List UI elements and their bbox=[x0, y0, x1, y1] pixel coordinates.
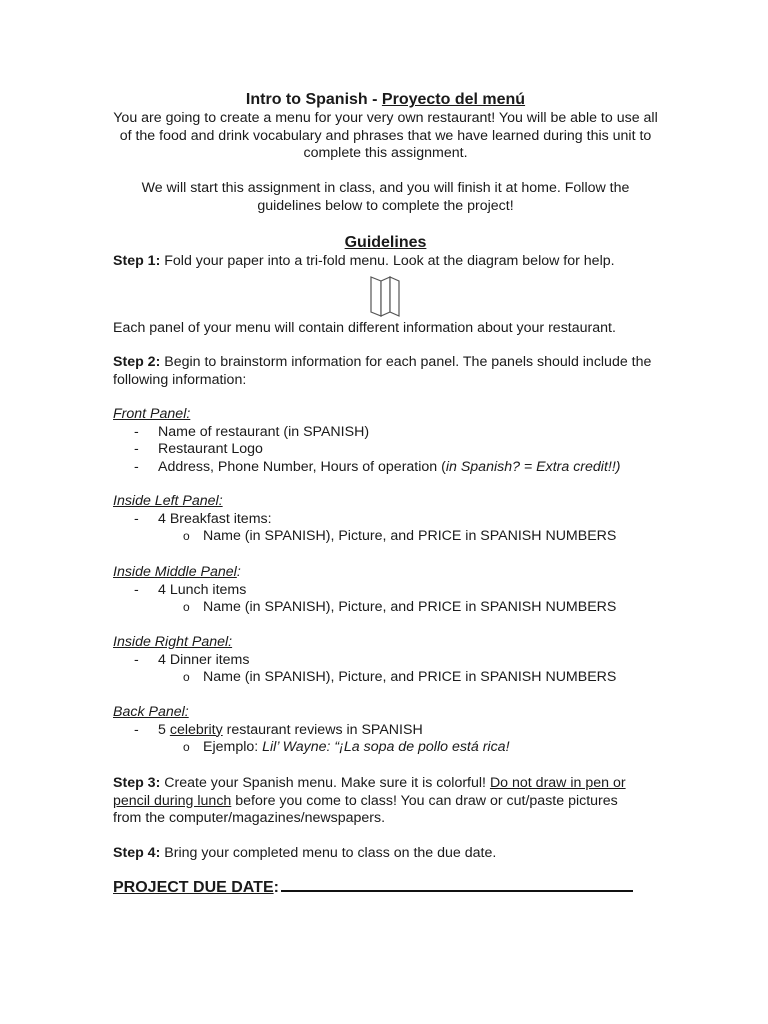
step-3 bbox=[113, 775, 648, 828]
due-date-label: PROJECT DUE DATE bbox=[113, 879, 274, 896]
dash-bullet: - bbox=[134, 441, 139, 457]
inside-right-panel-heading bbox=[113, 634, 673, 652]
guidelines-heading: Guidelines bbox=[344, 234, 427, 251]
list-item-text: Name of restaurant (in SPANISH) bbox=[158, 423, 370, 440]
inside-left-panel-heading bbox=[113, 493, 673, 511]
due-date-blank[interactable] bbox=[281, 880, 633, 892]
dash-bullet: - bbox=[134, 423, 139, 440]
trifold-menu-icon bbox=[368, 274, 402, 318]
step-2-label: Step 2: bbox=[113, 354, 161, 370]
inside-middle-panel-section bbox=[113, 564, 673, 617]
sub-list-item bbox=[113, 739, 673, 757]
list-item-text: Restaurant Logo bbox=[158, 441, 263, 457]
circle-bullet: o bbox=[183, 529, 190, 543]
sub-list-item-text bbox=[203, 739, 510, 757]
step-2 bbox=[113, 354, 658, 389]
list-item bbox=[113, 652, 673, 670]
step-4-text: Bring your completed menu to class on the due date. bbox=[160, 845, 497, 861]
step-1 bbox=[113, 253, 673, 271]
panel-note: Each panel of your menu will contain different information about your restaurant. bbox=[113, 320, 616, 336]
front-panel-section bbox=[113, 406, 673, 476]
example-label: Ejemplo: bbox=[203, 739, 263, 755]
example-quote: Lil’ Wayne: “¡La sopa de pollo está rica! bbox=[262, 739, 510, 755]
front-panel-heading-text: Front Panel: bbox=[113, 406, 191, 422]
title-project: Proyecto del menú bbox=[381, 91, 526, 108]
inside-middle-panel-heading-text: Inside Middle Panel bbox=[113, 564, 237, 580]
step-2-text: Begin to brainstorm information for each panel. The panels should include the following information: bbox=[113, 354, 652, 388]
inside-middle-panel-heading bbox=[113, 564, 673, 582]
title-prefix: Intro to Spanish - bbox=[245, 91, 382, 108]
back-panel-heading-text: Back Panel: bbox=[113, 704, 189, 720]
inside-left-panel-section bbox=[113, 493, 673, 546]
circle-bullet: o bbox=[183, 670, 190, 684]
sub-list-item-text: Name (in SPANISH), Picture, and PRICE in SPANISH NUMBERS bbox=[203, 599, 617, 615]
list-item bbox=[113, 424, 673, 442]
list-item bbox=[113, 511, 673, 529]
circle-bullet: o bbox=[183, 740, 190, 754]
heading-colon: : bbox=[236, 564, 241, 580]
step-4 bbox=[113, 845, 673, 863]
list-item-text: 4 Lunch items bbox=[158, 581, 247, 598]
sub-list-item bbox=[113, 599, 673, 617]
intro-paragraph-2: We will start this assignment in class, and you will finish it at home. Follow the guidelines below to complete the project! bbox=[141, 180, 630, 214]
list-item bbox=[113, 459, 673, 477]
list-item-text: 4 Dinner items bbox=[158, 651, 250, 668]
page-title bbox=[113, 91, 658, 109]
inside-right-panel-section bbox=[113, 634, 673, 687]
step-3-label: Step 3: bbox=[113, 775, 161, 791]
dash-bullet: - bbox=[134, 721, 139, 738]
sub-list-item-text: Name (in SPANISH), Picture, and PRICE in SPANISH NUMBERS bbox=[203, 669, 617, 685]
list-item-text: 4 Breakfast items: bbox=[158, 510, 272, 527]
list-item bbox=[113, 582, 673, 600]
review-text: restaurant reviews in SPANISH bbox=[222, 721, 423, 738]
sub-list-item-text: Name (in SPANISH), Picture, and PRICE in SPANISH NUMBERS bbox=[203, 528, 617, 544]
list-item bbox=[113, 722, 673, 740]
step-3-warning: Do not draw in pen or pencil during lunch bbox=[113, 775, 626, 809]
list-item-text bbox=[158, 459, 621, 477]
list-item-text bbox=[158, 722, 423, 740]
celebrity-word: celebrity bbox=[169, 721, 223, 738]
due-date-colon: : bbox=[273, 879, 279, 896]
step-4-label: Step 4: bbox=[113, 845, 161, 861]
step-3-text: Create your Spanish menu. Make sure it is colorful! bbox=[160, 775, 490, 791]
intro-paragraph: You are going to create a menu for your very own restaurant! You will be able to use all of the food and drink vocabulary and phrases that we have learned during this unit to complete this assignment. bbox=[113, 110, 658, 161]
step-3-text-end: before you come to class! You can draw or cut/paste pictures from the computer/magazines/newspapers. bbox=[113, 792, 618, 826]
review-count: 5 bbox=[158, 721, 170, 738]
step-1-label: Step 1: bbox=[113, 253, 161, 269]
back-panel-heading bbox=[113, 704, 673, 722]
inside-left-panel-heading-text: Inside Left Panel: bbox=[113, 493, 223, 509]
project-due-date bbox=[113, 879, 673, 897]
dash-bullet: - bbox=[134, 581, 139, 598]
extra-credit-note: in Spanish? = Extra credit!!) bbox=[445, 458, 621, 475]
step-1-text: Fold your paper into a tri-fold menu. Look at the diagram below for help. bbox=[160, 253, 615, 269]
dash-bullet: - bbox=[134, 651, 139, 668]
circle-bullet: o bbox=[183, 600, 190, 614]
back-panel-section bbox=[113, 704, 673, 757]
front-panel-heading bbox=[113, 406, 673, 424]
sub-list-item bbox=[113, 669, 673, 687]
sub-list-item bbox=[113, 528, 673, 546]
dash-bullet: - bbox=[134, 458, 139, 475]
inside-right-panel-heading-text: Inside Right Panel: bbox=[113, 634, 233, 650]
dash-bullet: - bbox=[134, 510, 139, 527]
list-item bbox=[113, 441, 673, 459]
list-item-text-plain: Address, Phone Number, Hours of operation ( bbox=[158, 458, 446, 475]
